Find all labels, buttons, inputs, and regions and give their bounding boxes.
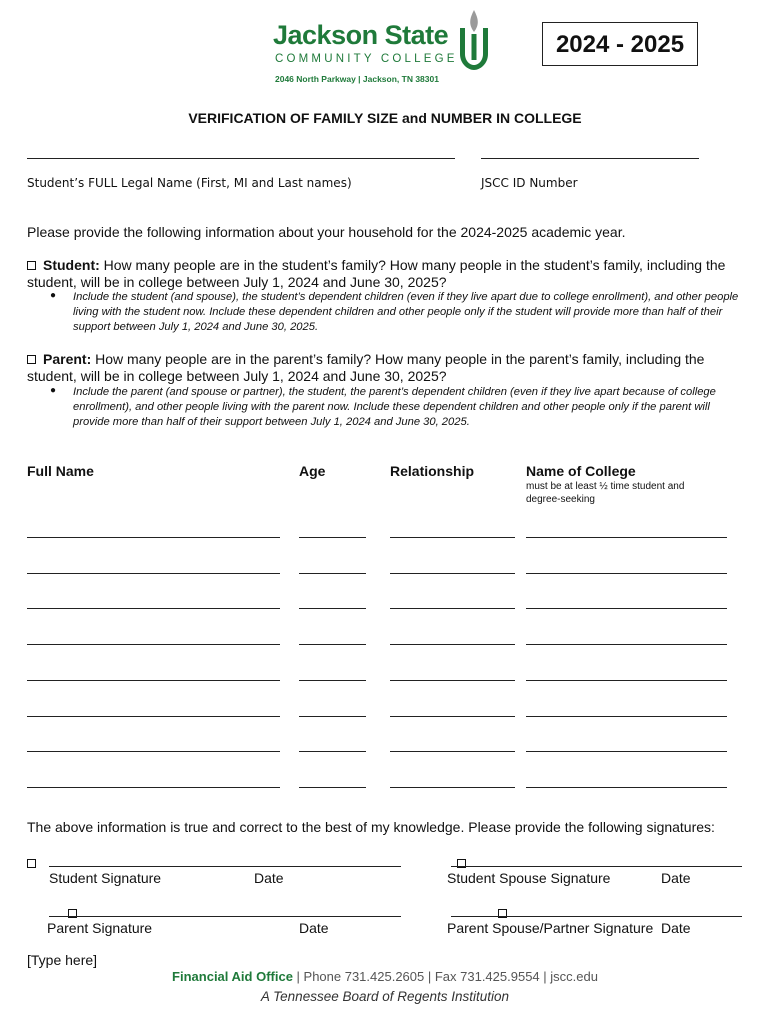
relationship-field[interactable] <box>390 680 515 681</box>
full-name-field[interactable] <box>27 751 280 752</box>
jscc-id-field[interactable] <box>481 158 699 159</box>
college-logo-name: Jackson State <box>273 20 449 50</box>
student-label: Student: <box>43 257 100 273</box>
relationship-field[interactable] <box>390 644 515 645</box>
student-signature-field[interactable] <box>49 866 401 867</box>
student-spouse-signature-label: Student Spouse Signature <box>447 870 611 886</box>
parent-signature-field[interactable] <box>49 916 401 917</box>
bullet-icon: ● <box>50 385 57 396</box>
parent-question <box>27 351 745 385</box>
footer-office: Financial Aid Office <box>172 969 293 984</box>
full-name-field[interactable] <box>27 537 280 538</box>
full-name-field[interactable] <box>27 608 280 609</box>
full-name-field[interactable] <box>27 787 280 788</box>
student-signature-label: Student Signature <box>49 870 162 886</box>
student-name-field[interactable] <box>27 158 455 159</box>
age-field[interactable] <box>299 573 366 574</box>
college-name-field[interactable] <box>526 573 727 574</box>
relationship-field[interactable] <box>390 787 515 788</box>
student-bullet-text: Include the student (and spouse), the student’s dependent children (even if they live apart due to college enrollment), and other people living with the student now. Include these dependent children and other people only if the student will provide more than half of their support between July 1, 2024 and June 30, 2025. <box>73 291 739 333</box>
age-field[interactable] <box>299 680 366 681</box>
full-name-field[interactable] <box>27 680 280 681</box>
student-spouse-date-label: Date <box>661 870 691 886</box>
student-signature-checkbox[interactable] <box>27 859 36 868</box>
college-logo-icon <box>456 8 492 72</box>
parent-signature-label: Parent Signature <box>47 920 153 936</box>
college-logo-subtitle: COMMUNITY COLLEGE <box>275 53 458 65</box>
student-name-label: Student’s FULL Legal Name (First, MI and Last names) <box>27 176 352 190</box>
parent-spouse-date-label: Date <box>661 920 691 936</box>
age-field[interactable] <box>299 787 366 788</box>
footer-tagline: A Tennessee Board of Regents Institution <box>260 989 510 1004</box>
student-question-text: How many people are in the student’s family? How many people in the student’s family, including the student, will be in college between July 1, 2024 and June 30, 2025? <box>27 257 726 290</box>
relationship-field[interactable] <box>390 716 515 717</box>
college-column-note: must be at least ½ time student and degree-seeking <box>526 481 685 505</box>
college-name-field[interactable] <box>526 537 727 538</box>
college-name-field[interactable] <box>526 751 727 752</box>
parent-spouse-signature-field[interactable] <box>451 916 742 917</box>
parent-checkbox[interactable] <box>27 355 36 364</box>
college-name-field[interactable] <box>526 608 727 609</box>
parent-date-label: Date <box>299 920 329 936</box>
student-spouse-signature-field[interactable] <box>451 866 742 867</box>
age-field[interactable] <box>299 537 366 538</box>
relationship-field[interactable] <box>390 537 515 538</box>
college-name-field[interactable] <box>526 716 727 717</box>
parent-question-text: How many people are in the parent’s family? How many people in the parent’s family, including the student, will be in college between July 1, 2024 and June 30, 2025? <box>27 351 705 384</box>
column-relationship: Relationship <box>390 463 475 479</box>
column-age: Age <box>299 463 326 479</box>
footer-contact-info: | Phone 731.425.2605 | Fax 731.425.9554 | jscc.edu <box>292 969 598 984</box>
form-title: VERIFICATION OF FAMILY SIZE and NUMBER IN COLLEGE <box>188 110 582 126</box>
full-name-field[interactable] <box>27 716 280 717</box>
relationship-field[interactable] <box>390 608 515 609</box>
column-name-of-college: Name of College <box>526 463 636 479</box>
certification-text: The above information is true and correct to the best of my knowledge. Please provide the following signatures: <box>27 819 715 835</box>
age-field[interactable] <box>299 644 366 645</box>
intro-text: Please provide the following information about your household for the 2024-2025 academic year. <box>27 224 626 240</box>
parent-bullet-text: Include the parent (and spouse or partner), the student, the parent’s dependent children (even if they live apart because of college enrollment), and other people living with the parent now. Include these dependent children and other people only if the parent will provide more than half of their support between July 1, 2024 and June 30, 2025. <box>73 386 716 428</box>
full-name-field[interactable] <box>27 573 280 574</box>
age-field[interactable] <box>299 716 366 717</box>
age-field[interactable] <box>299 608 366 609</box>
student-checkbox[interactable] <box>27 261 36 270</box>
age-field[interactable] <box>299 751 366 752</box>
type-here-placeholder[interactable]: [Type here] <box>27 952 98 968</box>
academic-year-box: 2024 - 2025 <box>542 22 698 66</box>
full-name-field[interactable] <box>27 644 280 645</box>
parent-label: Parent: <box>43 351 92 367</box>
jscc-id-label: JSCC ID Number <box>481 176 578 190</box>
bullet-icon: ● <box>50 290 57 301</box>
footer-contact <box>0 969 770 984</box>
college-name-field[interactable] <box>526 787 727 788</box>
college-name-field[interactable] <box>526 644 727 645</box>
student-date-label: Date <box>254 870 284 886</box>
parent-spouse-signature-label: Parent Spouse/Partner Signature <box>447 920 654 936</box>
college-name-field[interactable] <box>526 680 727 681</box>
college-address: 2046 North Parkway | Jackson, TN 38301 <box>275 74 439 84</box>
relationship-field[interactable] <box>390 573 515 574</box>
column-full-name: Full Name <box>27 463 94 479</box>
relationship-field[interactable] <box>390 751 515 752</box>
student-question <box>27 257 745 291</box>
